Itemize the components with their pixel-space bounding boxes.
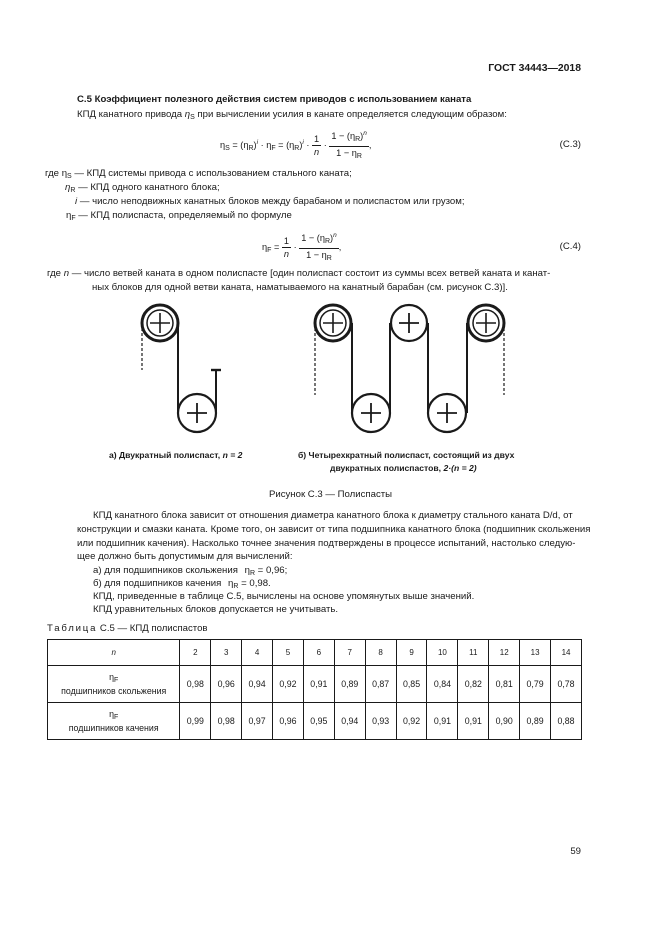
table-cell: 0,98 — [211, 703, 242, 740]
definition-n-cont: ных блоков для одной ветви каната, наматываемого на канатный барабан (см. рисунок С.3)]. — [92, 282, 508, 293]
table-header-cell: 3 — [211, 640, 242, 666]
table-cell: 0,91 — [458, 703, 489, 740]
table-cell: 0,78 — [551, 666, 582, 703]
definition-n: где n — число ветвей каната в одном полиспасте [один полиспаст состоит из суммы всех ветвей каната и канат- — [47, 268, 551, 279]
table-cell: 0,81 — [489, 666, 520, 703]
table-header-cell: 12 — [489, 640, 520, 666]
figure-b-top-pulley — [391, 305, 427, 341]
section-title: Коэффициент полезного действия систем приводов с использованием каната — [94, 94, 472, 105]
paragraph-3: КПД уравнительных блоков допускается не учитывать. — [93, 604, 339, 615]
table-cell: 0,99 — [180, 703, 211, 740]
table-cell: 0,89 — [334, 666, 365, 703]
table-header-n: n — [48, 640, 180, 666]
figure-caption-b: б) Четырехкратный полиспаст, состоящий из двух — [298, 450, 515, 460]
pulley-diagram — [0, 295, 661, 445]
figure-caption-b-cont: двукратных полиспастов, 2·(n = 2) — [330, 463, 477, 473]
figure-b-bottom-pulley-right — [428, 394, 466, 432]
table-header-cell: 8 — [365, 640, 396, 666]
paragraph-1-line-3: или подшипник качения). Насколько точнее значения подтверждены в процессе испытаний, настолько следую- — [77, 538, 576, 549]
table-cell: 0,82 — [458, 666, 489, 703]
efficiency-table — [47, 639, 582, 740]
figure-a-drum — [142, 305, 178, 341]
figure-b-drum-left — [315, 305, 351, 341]
definition-eta-r: $\eta_R$ — КПД одного канатного блока; — [65, 182, 220, 194]
definition-i: i — число неподвижных канатных блоков между барабаном и полиспастом или грузом; — [75, 196, 465, 207]
table-row-label: $\eta_F$ подшипников качения — [48, 703, 180, 740]
formula-c3-label: (С.3) — [559, 139, 581, 150]
table-header-cell: 7 — [334, 640, 365, 666]
definition-eta-s: где $\eta_S$ — КПД системы привода с использованием стального каната; — [45, 168, 352, 180]
section-heading — [77, 93, 471, 106]
table-cell: 0,91 — [303, 666, 334, 703]
formula-c3: $\eta_S = (\eta_R)^i \cdot \eta_F = (\eta_R)^i$ · $\frac{1}{n}$ · $\frac{1 - (\eta_R)^n}{1 - \eta_R}$ , — [220, 130, 372, 160]
formula-c4-label: (С.4) — [559, 241, 581, 252]
figure-title: Рисунок С.3 — Полиспасты — [268, 489, 393, 500]
table-cell: 0,92 — [396, 703, 427, 740]
table-header-cell: 13 — [520, 640, 551, 666]
table-cell: 0,85 — [396, 666, 427, 703]
table-header-cell: 2 — [180, 640, 211, 666]
list-item-a: а) для подшипников скольжения $\eta_R = 0,96$; — [93, 565, 288, 577]
paragraph-1-line-1: КПД канатного блока зависит от отношения диаметра канатного блока к диаметру стального каната D/d, от — [93, 510, 573, 521]
table-cell: 0,94 — [334, 703, 365, 740]
table-cell: 0,79 — [520, 666, 551, 703]
table-cell: 0,89 — [520, 703, 551, 740]
table-header-cell: 5 — [273, 640, 304, 666]
table-cell: 0,91 — [427, 703, 458, 740]
figure-caption-a: а) Двукратный полиспаст, n = 2 — [109, 450, 243, 460]
table-header-cell: 10 — [427, 640, 458, 666]
table-header-row — [48, 640, 582, 666]
figure-b-drum-right — [468, 305, 504, 341]
paragraph-1-line-2: конструкции и смазки каната. Кроме того, он зависит от типа подшипника канатного блока (подшипник скольжения — [77, 524, 591, 535]
table-header-cell: 6 — [303, 640, 334, 666]
section-number: С.5 — [77, 94, 92, 105]
table-row — [48, 703, 582, 740]
formula-c4: $\eta_F$ = $\frac{1}{n}$ · $\frac{1 - (\eta_R)^n}{1 - \eta_R}$ , — [262, 232, 342, 262]
table-cell: 0,93 — [365, 703, 396, 740]
standard-number: ГОСТ 34443—2018 — [488, 63, 581, 74]
table-row-label: $\eta_F$ подшипников скольжения — [48, 666, 180, 703]
paragraph-2: КПД, приведенные в таблице С.5, вычислены на основе упомянутых выше значений. — [93, 591, 475, 602]
table-cell: 0,87 — [365, 666, 396, 703]
section-intro: КПД канатного привода $\eta_S$ при вычислении усилия в канате определяется следующим образом: — [77, 109, 507, 121]
table-cell: 0,96 — [273, 703, 304, 740]
table-cell: 0,92 — [273, 666, 304, 703]
figure-a-pulley — [178, 394, 216, 432]
table-cell: 0,96 — [211, 666, 242, 703]
table-cell: 0,84 — [427, 666, 458, 703]
page-number: 59 — [570, 846, 581, 857]
table-header-cell: 11 — [458, 640, 489, 666]
table-cell: 0,97 — [242, 703, 273, 740]
table-header-cell: 4 — [242, 640, 273, 666]
table-row — [48, 666, 582, 703]
table-header-cell: 9 — [396, 640, 427, 666]
table-cell: 0,95 — [303, 703, 334, 740]
definition-eta-f: $\eta_F$ — КПД полиспаста, определяемый по формуле — [66, 210, 292, 222]
list-item-b: б) для подшипников качения $\eta_R = 0,98$. — [93, 578, 271, 590]
table-title: Таблица С.5 — КПД полиспастов — [47, 623, 208, 634]
table-cell: 0,98 — [180, 666, 211, 703]
table-cell: 0,88 — [551, 703, 582, 740]
table-cell: 0,94 — [242, 666, 273, 703]
paragraph-1-line-4: щее должно быть допустимым для вычислений: — [77, 551, 293, 562]
table-header-cell: 14 — [551, 640, 582, 666]
table-cell: 0,90 — [489, 703, 520, 740]
figure-b-bottom-pulley-left — [352, 394, 390, 432]
